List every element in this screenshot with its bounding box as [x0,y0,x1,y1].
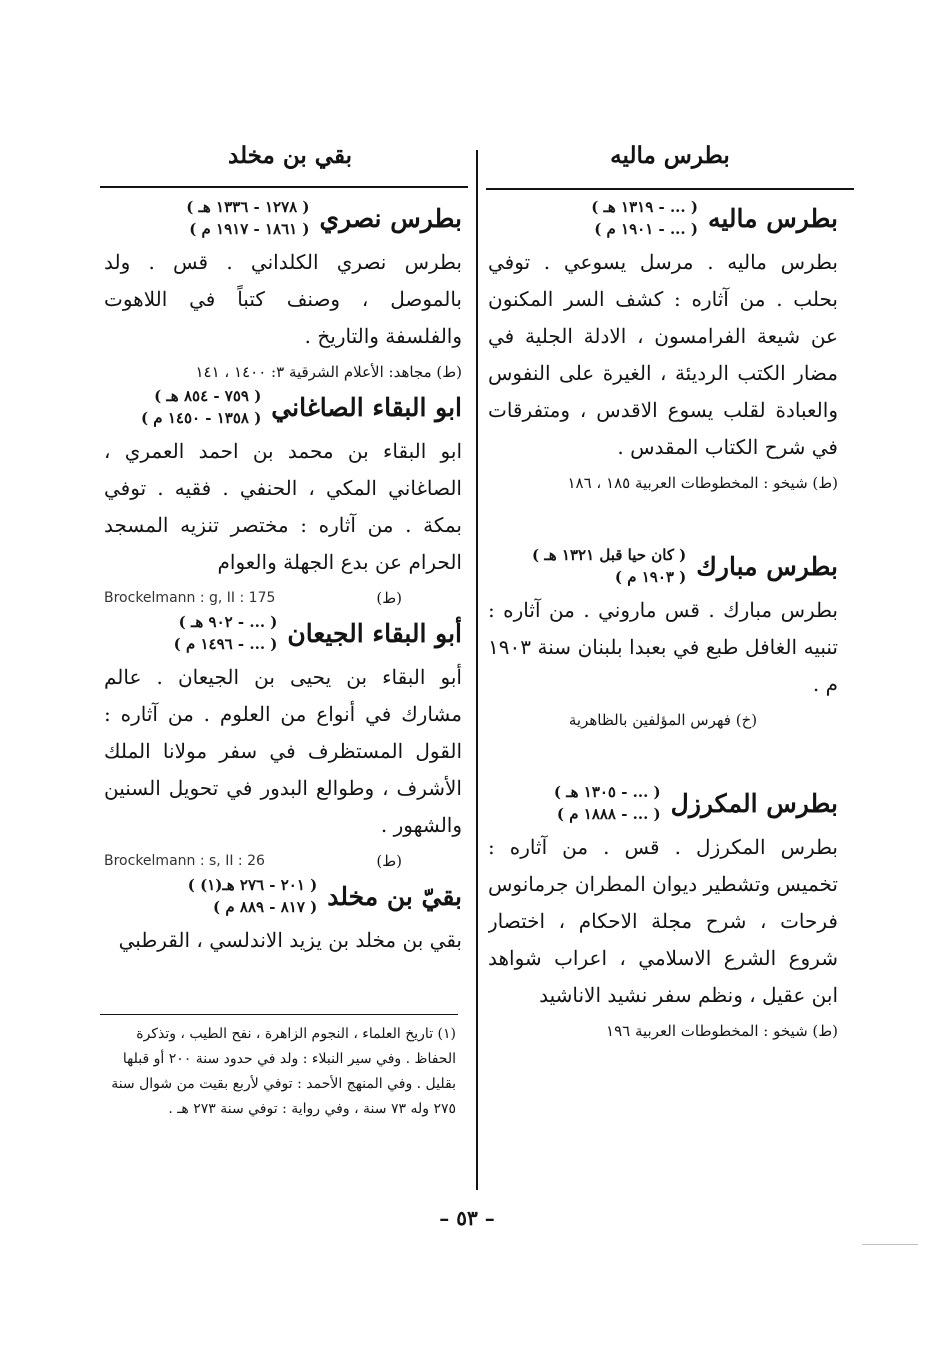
entry-title: أبو البقاء الجيعان [287,618,462,648]
entry-abu-al-baqa-al-saghani [104,385,462,611]
entry-text: أبو البقاء بن يحيى بن الجيعان . عالم مشارك في أنواع من العلوم . من آثاره : القول المستظرف في سفر مولانا الملك الأشرف ، وطوالع البدور في تحويل السنين والشهور . [104,665,462,837]
dates-gregorian: ( ١٨٦١ - ١٩١٧ م ) [189,220,310,238]
entry-title: بطرس نصري [319,203,462,233]
dates-hijri: ( ٢٠١ - ٢٧٦ هـ(١) ) [187,876,318,894]
entry-title: بطرس المكرزل [670,788,838,818]
entry-butrus-malieh [488,196,838,496]
entry-text: بطرس المكرزل . قس . من آثاره : تخميس وتشطير ديوان المطران جرمانوس فرحات ، شرح مجلة الاحكام ، اختصار شروع الشرع الاسلامي ، اعراب شواهد ابن عقيل ، ونظم سفر نشيد الاناشيد [488,835,838,1007]
entry-text: بطرس مبارك . قس ماروني . من آثاره : تنبيه الغافل طبع في بعبدا بلبنان سنة ١٩٠٣ م . [488,598,838,696]
footnote-rule [100,1014,458,1015]
dates-hijri: ( كان حيا قبل ١٣٢١ هـ ) [532,546,687,564]
entry-abu-al-baqa-al-jiaan [104,611,462,874]
reference-latin: Brockelmann : g, II : 175 [104,590,276,606]
reference-code: (ط) [376,589,402,607]
entry-reference: (ط) مجاهد: الأعلام الشرقية ٣: ١٤٠٠ ، ١٤١ [195,363,462,381]
dates-gregorian: ( ٨١٧ - ٨٨٩ م ) [213,898,318,916]
entry-dates [174,611,278,655]
entry-text: بقي بن مخلد بن يزيد الاندلسي ، القرطبي [118,928,462,952]
dates-gregorian: ( ١٩٠٣ م ) [614,568,687,586]
entry-head [488,781,838,825]
footnote: (١) تاريخ العلماء ، النجوم الزاهرة ، نفح الطيب ، وتذكرة الحفاظ . وفي سير النبلاء : ولد في حدود سنة ٢٠٠ أو قبلها بقليل . وفي المنهج الأحمد : توفي لأربع بقيت من شوال سنة ٢٧٥ وله ٧٣ سنة ، وفي رواية : توفي سنة ٢٧٣ هـ . [111,1026,456,1117]
dates-gregorian: ( ... - ١٩٠١ م ) [594,220,698,238]
entry-head [488,196,838,240]
dates-gregorian: ( ... - ١٤٩٦ م ) [173,635,278,653]
header-rule-left [100,186,468,188]
reference-code: (ط) [376,852,402,870]
entry-title: بقيّ بن مخلد [327,881,462,911]
entry-title: ابو البقاء الصاغاني [271,392,462,422]
entry-head [104,385,462,429]
entry-butrus-al-mukarzal [488,781,838,1044]
entry-head [104,611,462,655]
entry-head [104,874,462,918]
running-header-left: بقي بن مخلد [228,142,352,169]
entry-butrus-nasri [104,196,462,385]
entry-text: بطرس نصري الكلداني . قس . ولد بالموصل ، وصنف كتباً في اللاهوت والفلسفة والتاريخ . [104,250,462,348]
entry-title: بطرس مبارك [696,551,838,581]
entry-baqi-ibn-makhlad [104,874,462,959]
dates-hijri: ( ... - ١٣١٩ هـ ) [591,198,698,216]
entry-reference [104,848,462,874]
entry-dates [141,385,261,429]
header-rule-right [486,188,854,190]
page-number: – ٥٣ – [439,1206,495,1230]
dates-hijri: ( ٧٥٩ - ٨٥٤ هـ ) [154,387,262,405]
dates-gregorian: ( ... - ١٨٨٨ م ) [556,805,661,823]
running-header-right: بطرس ماليه [610,142,730,169]
entry-butrus-mubarak [488,544,838,733]
entry-dates [591,196,698,240]
left-column [104,196,462,1011]
entry-reference [104,585,462,611]
dates-hijri: ( ... - ٩٠٢ هـ ) [178,613,278,631]
entry-dates [532,544,686,588]
scan-artifact [862,1244,918,1245]
entry-text: بطرس ماليه . مرسل يسوعي . توفي بحلب . من آثاره : كشف السر المكنون عن شيعة الفرامسون ، الادلة الجلية في مضار الكتب الرديئة ، الغيرة على النفوس والعبادة لقلب يسوع الاقدس ، ومتفرقات في شرح الكتاب المقدس . [488,250,838,459]
entry-reference: (ط) شيخو : المخطوطات العربية ١٩٦ [606,1022,838,1040]
entry-title: بطرس ماليه [707,203,838,233]
right-column [488,196,838,1206]
entry-reference: (ط) شيخو : المخطوطات العربية ١٨٥ ، ١٨٦ [567,474,838,492]
reference-latin: Brockelmann : s, II : 26 [104,853,265,869]
dates-hijri: ( ... - ١٣٠٥ هـ ) [553,783,661,801]
entry-dates [186,196,309,240]
entry-head [488,544,838,588]
entry-dates [188,874,317,918]
entry-text: ابو البقاء بن محمد بن احمد العمري ، الصاغاني المكي ، الحنفي . فقيه . توفي بمكة . من آثاره : مختصر تنزيه المسجد الحرام عن بدع الجهلة والعوام [104,439,462,574]
entry-head [104,196,462,240]
entry-dates [554,781,661,825]
dates-gregorian: ( ١٣٥٨ - ١٤٥٠ م ) [140,409,262,427]
column-divider [476,150,478,1190]
dates-hijri: ( ١٢٧٨ - ١٣٣٦ هـ ) [186,198,310,216]
entry-reference: (خ) فهرس المؤلفين بالظاهرية [568,711,758,729]
